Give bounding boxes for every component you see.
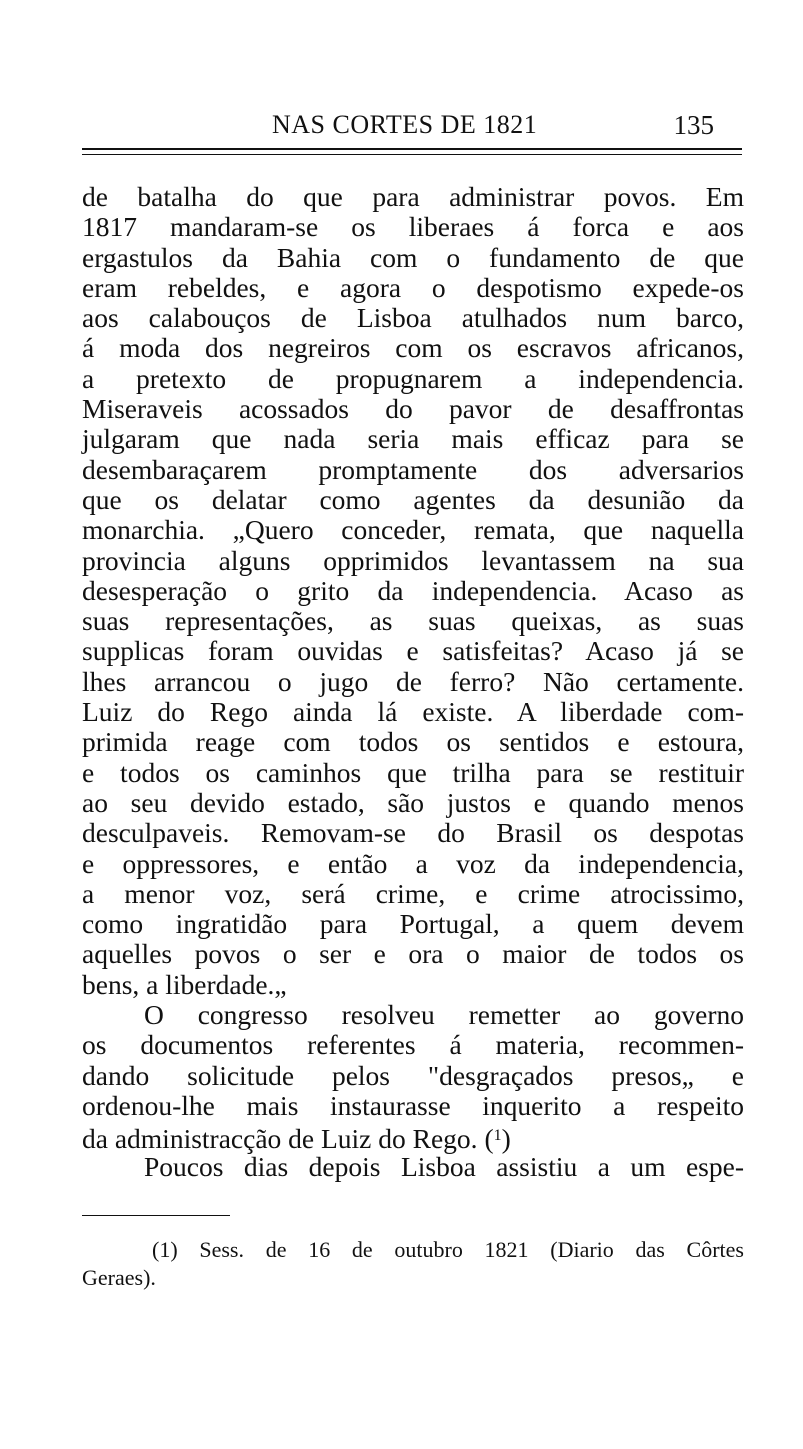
text-line: monarchia. „Quero conceder, remata, que naquella <box>82 514 744 546</box>
text-line: de batalha do que para administrar povos. Em <box>82 181 744 212</box>
text-line: suas representações, as suas queixas, as suas <box>82 605 744 637</box>
text-line: Luiz do Rego ainda lá existe. A liberdade com- <box>82 696 744 728</box>
page-number: 135 <box>673 110 714 140</box>
text-line: desesperação o grito da independencia. Acaso as <box>82 574 744 606</box>
text-line: lhes arrancou o jugo de ferro? Não certamente. <box>82 665 744 697</box>
text-line: 1817 mandaram-se os liberaes á forca e aos <box>82 211 744 243</box>
header-rule <box>82 148 742 150</box>
footnote-rule <box>82 1215 230 1216</box>
body-text <box>82 182 744 1182</box>
text-line: eram rebeldes, e agora o despotismo expede-os <box>82 271 744 303</box>
text-line: desculpaveis. Removam-se do Brasil os despotas <box>82 817 744 849</box>
text-line: aos calabouços de Lisboa atulhados num barco, <box>82 302 744 334</box>
text-line: que os delatar como agentes da desunião da <box>82 483 744 515</box>
text-line-content: da administracção de Luiz do Rego. <box>82 1123 478 1155</box>
text-line: aquelles povos o ser e ora o maior de todos os <box>82 938 744 970</box>
text-line: como ingratidão para Portugal, a quem devem <box>82 908 744 940</box>
footnote <box>82 1236 744 1292</box>
text-line: provincia alguns opprimidos levantassem na sua <box>82 544 744 576</box>
footnote-line <box>82 1236 744 1264</box>
footnote-reference: ($^1$) <box>484 1123 511 1155</box>
header-rule-thin <box>82 154 742 155</box>
text-line: O congresso resolveu remetter ao governo <box>144 999 744 1031</box>
text-line: Miseraveis acossados do pavor de desaffrontas <box>82 393 744 425</box>
text-line: supplicas foram ouvidas e satisfeitas? Acaso já se <box>82 635 744 667</box>
text-line: e oppressores, e então a voz da independencia, <box>82 847 744 879</box>
text-line: ordenou-lhe mais instaurasse inquerito a respeito <box>82 1089 744 1121</box>
page-header <box>82 110 742 148</box>
text-line: desembaraçarem promptamente dos adversarios <box>82 453 744 485</box>
text-line: ao seu devido estado, são justos e quando menos <box>82 786 744 818</box>
text-line: ergastulos da Bahia com o fundamento de que <box>82 241 744 273</box>
text-line: e todos os caminhos que trilha para se restituir <box>82 756 744 788</box>
running-title: NAS CORTES DE 1821 <box>272 110 538 139</box>
text-line: julgaram que nada seria mais efficaz para se <box>82 423 744 455</box>
text-line <box>82 1121 744 1155</box>
text-line: a pretexto de propugnarem a independencia. <box>82 362 744 394</box>
text-line: Poucos dias depois Lisboa assistiu a um espe- <box>144 1150 744 1182</box>
footnote-line: Geraes). <box>82 1265 156 1290</box>
text-line: dando solicitude pelos "desgraçados presos„ e <box>82 1059 744 1091</box>
text-line: a menor voz, será crime, e crime atrocissimo, <box>82 877 744 909</box>
text-line: primida reage com todos os sentidos e estoura, <box>82 726 744 758</box>
text-line: á moda dos negreiros com os escravos africanos, <box>82 332 744 364</box>
footnote-text: Sess. de 16 de outubro 1821 (Diario das Côrtes <box>199 1237 744 1262</box>
text-line: os documentos referentes á materia, recommen- <box>82 1029 744 1061</box>
footnote-marker: (1) <box>152 1237 178 1262</box>
text-line: bens, a liberdade.„ <box>82 968 287 1000</box>
